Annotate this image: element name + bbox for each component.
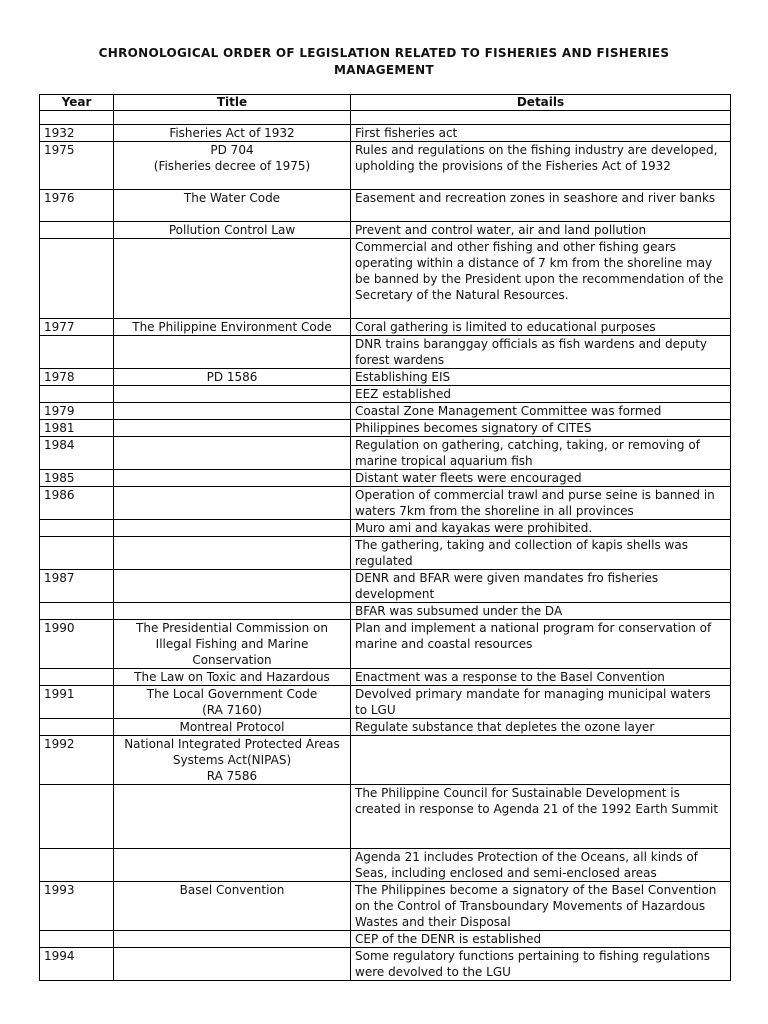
- details-cell: Operation of commercial trawl and purse seine is banned in waters 7km from the shoreline in all provinces: [351, 487, 731, 520]
- document-title-line-2: MANAGEMENT: [334, 63, 434, 77]
- table-row: [40, 222, 731, 239]
- title-cell: Pollution Control Law: [114, 222, 351, 239]
- title-cell: [114, 437, 351, 470]
- title-cell: [114, 470, 351, 487]
- title-cell: PD 1586: [114, 369, 351, 386]
- details-cell: Rules and regulations on the fishing industry are developed, upholding the provisions of the Fisheries Act of 1932: [351, 142, 731, 190]
- title-cell: The Presidential Commission on Illegal Fishing and Marine Conservation: [114, 620, 351, 669]
- year-cell: 1978: [40, 369, 114, 386]
- table-row: [40, 719, 731, 736]
- title-cell: The Philippine Environment Code: [114, 319, 351, 336]
- year-cell: 1991: [40, 686, 114, 719]
- year-cell: [40, 336, 114, 369]
- details-cell: Philippines becomes signatory of CITES: [351, 420, 731, 437]
- table-row: [40, 403, 731, 420]
- year-cell: 1975: [40, 142, 114, 190]
- year-cell: 1993: [40, 882, 114, 931]
- title-cell: The Local Government Code (RA 7160): [114, 686, 351, 719]
- table-row: [40, 849, 731, 882]
- details-cell: Easement and recreation zones in seashore and river banks: [351, 190, 731, 222]
- details-cell: Devolved primary mandate for managing municipal waters to LGU: [351, 686, 731, 719]
- table-row: [40, 603, 731, 620]
- document-title-line-1: CHRONOLOGICAL ORDER OF LEGISLATION RELATED TO FISHERIES AND FISHERIES: [98, 46, 670, 60]
- title-cell: [114, 931, 351, 948]
- title-cell: [114, 487, 351, 520]
- year-cell: [40, 669, 114, 686]
- details-cell: Some regulatory functions pertaining to fishing regulations were devolved to the LGU: [351, 948, 731, 981]
- table-row: [40, 420, 731, 437]
- year-cell: [40, 849, 114, 882]
- year-cell: 1976: [40, 190, 114, 222]
- table-row: [40, 190, 731, 222]
- title-cell: [114, 948, 351, 981]
- table-row: [40, 570, 731, 603]
- year-cell: [40, 111, 114, 125]
- title-cell: [114, 849, 351, 882]
- details-cell: Regulate substance that depletes the ozone layer: [351, 719, 731, 736]
- details-cell: The Philippines become a signatory of the Basel Convention on the Control of Transboundary Movements of Hazardous Wastes and their Disposal: [351, 882, 731, 931]
- details-cell: Distant water fleets were encouraged: [351, 470, 731, 487]
- year-cell: 1985: [40, 470, 114, 487]
- table-row: [40, 470, 731, 487]
- year-cell: [40, 520, 114, 537]
- year-cell: 1994: [40, 948, 114, 981]
- details-cell: Establishing EIS: [351, 369, 731, 386]
- details-cell: DENR and BFAR were given mandates fro fisheries development: [351, 570, 731, 603]
- title-cell: Fisheries Act of 1932: [114, 125, 351, 142]
- table-row: [40, 520, 731, 537]
- details-cell: First fisheries act: [351, 125, 731, 142]
- details-cell: Plan and implement a national program for conservation of marine and coastal resources: [351, 620, 731, 669]
- title-cell: The Water Code: [114, 190, 351, 222]
- year-cell: 1984: [40, 437, 114, 470]
- title-cell: [114, 403, 351, 420]
- year-cell: [40, 785, 114, 849]
- table-header-row: [40, 95, 731, 111]
- details-cell: The gathering, taking and collection of kapis shells was regulated: [351, 537, 731, 570]
- year-cell: 1987: [40, 570, 114, 603]
- title-cell: Basel Convention: [114, 882, 351, 931]
- details-cell: [351, 736, 731, 785]
- year-cell: [40, 931, 114, 948]
- title-cell: [114, 537, 351, 570]
- year-cell: [40, 239, 114, 319]
- table-row: [40, 125, 731, 142]
- year-cell: 1979: [40, 403, 114, 420]
- table-row: [40, 437, 731, 470]
- table-row: [40, 537, 731, 570]
- title-cell: [114, 520, 351, 537]
- details-cell: The Philippine Council for Sustainable Development is created in response to Agenda 21 of the 1992 Earth Summit: [351, 785, 731, 849]
- table-row: [40, 686, 731, 719]
- year-cell: 1932: [40, 125, 114, 142]
- title-cell: [114, 785, 351, 849]
- table-row: [40, 111, 731, 125]
- year-cell: [40, 222, 114, 239]
- table-row: [40, 319, 731, 336]
- title-cell: [114, 336, 351, 369]
- details-cell: DNR trains baranggay officials as fish wardens and deputy forest wardens: [351, 336, 731, 369]
- title-cell: [114, 239, 351, 319]
- table-row: [40, 620, 731, 669]
- details-cell: Muro ami and kayakas were prohibited.: [351, 520, 731, 537]
- title-column-header: Title: [114, 95, 351, 111]
- table-row: [40, 948, 731, 981]
- details-column-header: Details: [351, 95, 731, 111]
- year-cell: 1977: [40, 319, 114, 336]
- table-row: [40, 239, 731, 319]
- table-row: [40, 386, 731, 403]
- details-cell: Agenda 21 includes Protection of the Oceans, all kinds of Seas, including enclosed and semi-enclosed areas: [351, 849, 731, 882]
- year-cell: [40, 386, 114, 403]
- title-cell: [114, 603, 351, 620]
- details-cell: CEP of the DENR is established: [351, 931, 731, 948]
- table-row: [40, 369, 731, 386]
- table-body: [40, 111, 731, 981]
- title-cell: [114, 420, 351, 437]
- details-cell: Prevent and control water, air and land pollution: [351, 222, 731, 239]
- title-cell: National Integrated Protected Areas Systems Act(NIPAS) RA 7586: [114, 736, 351, 785]
- year-cell: 1992: [40, 736, 114, 785]
- year-cell: [40, 603, 114, 620]
- title-cell: [114, 386, 351, 403]
- legislation-table: [39, 94, 731, 981]
- title-cell: PD 704 (Fisheries decree of 1975): [114, 142, 351, 190]
- details-cell: Regulation on gathering, catching, taking, or removing of marine tropical aquarium fish: [351, 437, 731, 470]
- year-cell: [40, 537, 114, 570]
- details-cell: EEZ established: [351, 386, 731, 403]
- document-title: [0, 45, 768, 79]
- year-cell: [40, 719, 114, 736]
- table-row: [40, 487, 731, 520]
- year-cell: 1981: [40, 420, 114, 437]
- details-cell: BFAR was subsumed under the DA: [351, 603, 731, 620]
- details-cell: Enactment was a response to the Basel Convention: [351, 669, 731, 686]
- year-cell: 1986: [40, 487, 114, 520]
- title-cell: Montreal Protocol: [114, 719, 351, 736]
- details-cell: Coral gathering is limited to educational purposes: [351, 319, 731, 336]
- year-cell: 1990: [40, 620, 114, 669]
- table-row: [40, 882, 731, 931]
- title-cell: The Law on Toxic and Hazardous: [114, 669, 351, 686]
- details-cell: Commercial and other fishing and other fishing gears operating within a distance of 7 km from the shoreline may be banned by the President upon the recommendation of the Secretary of the Natural Resources.: [351, 239, 731, 319]
- details-cell: [351, 111, 731, 125]
- details-cell: Coastal Zone Management Committee was formed: [351, 403, 731, 420]
- table-row: [40, 785, 731, 849]
- table-row: [40, 669, 731, 686]
- table-row: [40, 142, 731, 190]
- table-row: [40, 931, 731, 948]
- year-column-header: Year: [40, 95, 114, 111]
- table-row: [40, 736, 731, 785]
- table-row: [40, 336, 731, 369]
- title-cell: [114, 570, 351, 603]
- title-cell: [114, 111, 351, 125]
